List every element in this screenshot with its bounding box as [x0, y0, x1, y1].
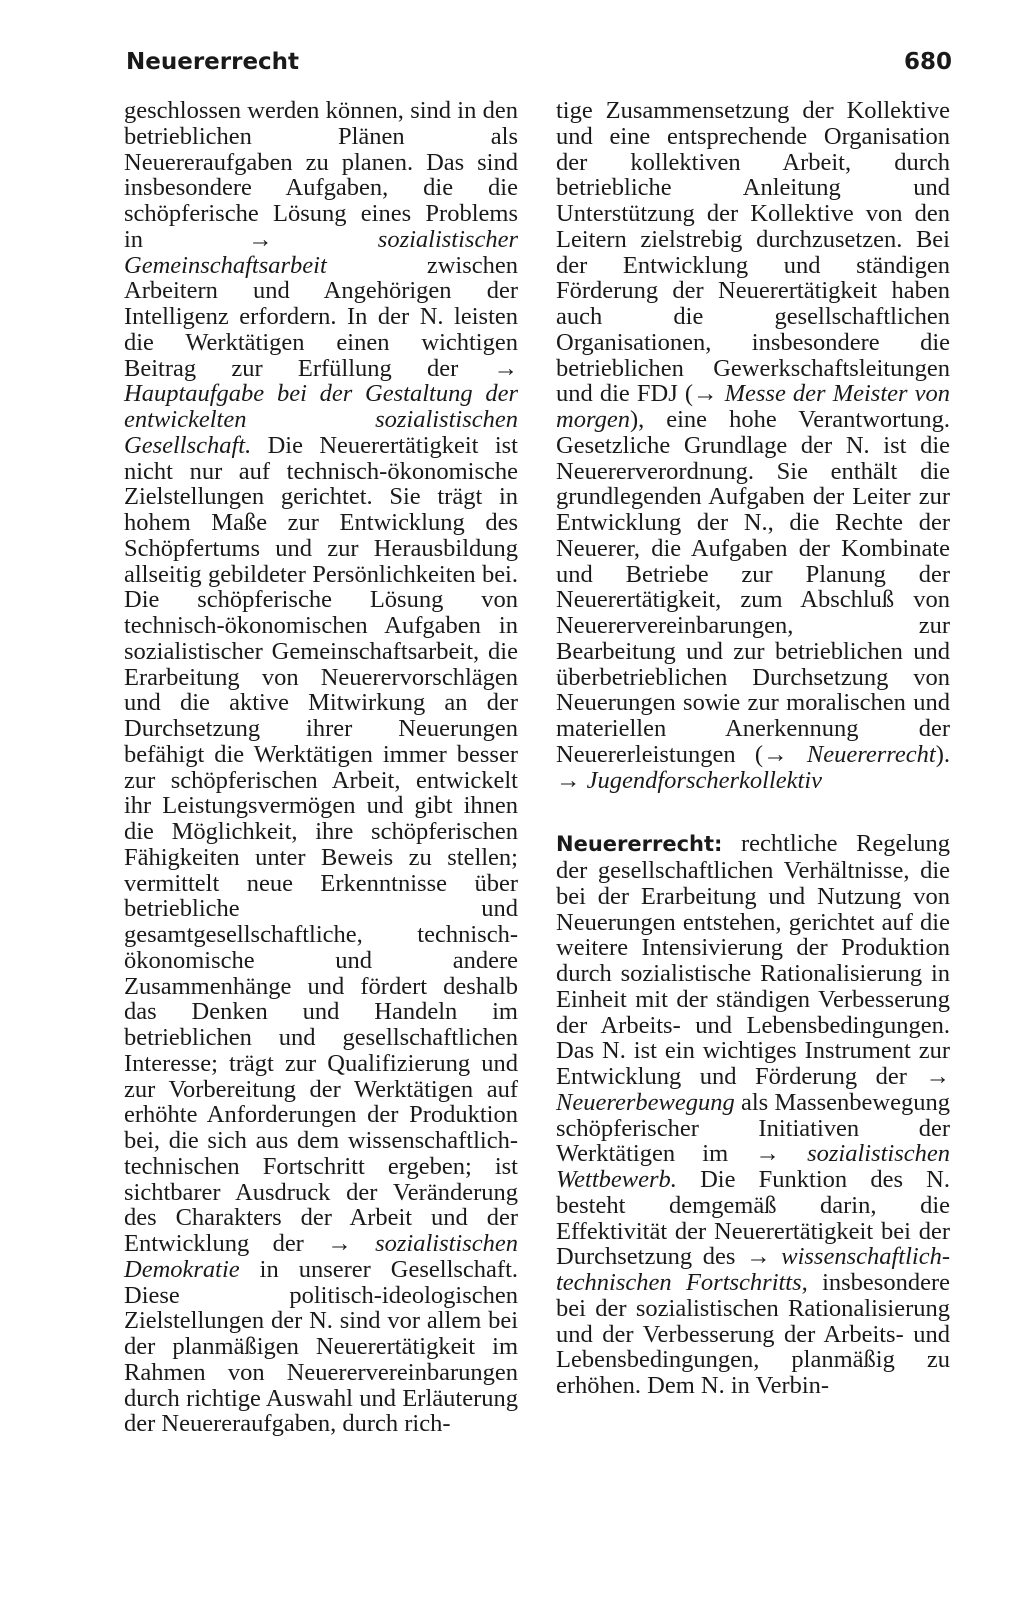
arrow-icon: →	[248, 225, 273, 253]
running-header	[126, 46, 952, 78]
left-column	[124, 98, 518, 1437]
entry-headword: Neuererrecht:	[556, 832, 723, 857]
arrow-icon: →	[763, 740, 788, 768]
cross-reference: sozialistischen Demokratie	[124, 1230, 518, 1283]
cross-reference: Hauptaufgabe bei der Gestaltung der entwickelten sozialistischen Gesellschaft.	[124, 380, 518, 459]
cross-reference: Messe der Meister von morgen	[556, 380, 951, 433]
arrow-icon: →	[755, 1140, 780, 1168]
cross-reference: Neuererbewegung	[556, 1088, 735, 1116]
arrow-icon: →	[693, 380, 718, 408]
right-paragraph	[556, 98, 950, 793]
text-run: in unserer Gesellschaft. Diese politisch-ideologischen Zielstellungen der N. sind vor allem bei der planmäßigen Neuerertätigkeit im Rahmen von Neuerervereinbarungen durch richtige Auswahl und Erläuterung der Neuereraufgaben, durch rich-	[124, 1255, 518, 1438]
cross-reference: sozialistischen Wettbewerb.	[556, 1140, 950, 1193]
arrow-icon: →	[556, 766, 581, 794]
text-run: als Massenbewegung schöpferischer Initiativen der Werktätigen im	[556, 1088, 950, 1168]
arrow-icon: →	[327, 1230, 352, 1257]
left-paragraph	[124, 98, 518, 1437]
cross-reference: wissenschaftlich-technischen Fortschritts,	[556, 1243, 950, 1296]
text-run: tige Zusammensetzung der Kollektive und eine entsprechende Organisation der kollektiven Arbeit, durch betriebliche Anleitung und Unterstützung der Kollektive von den Leitern zielstrebig durchzusetzen. Bei der Entwicklung und ständigen Förderung der Neuerertätigkeit haben auch die gesellschaftlichen Organisationen, insbesondere die betrieblichen Gewerkschaftsleitungen und die FDJ (	[556, 97, 950, 408]
cross-reference: sozialistischer Gemeinschaftsarbeit	[124, 225, 518, 279]
page-number: 680	[903, 49, 952, 75]
cross-reference: Jugendforscherkollektiv	[586, 766, 823, 794]
text-run: Die Funktion des N. besteht demgemäß darin, die Effektivität der Neuerertätigkeit bei der Durchsetzung des	[556, 1166, 950, 1271]
text-run: geschlossen werden können, sind in den betrieblichen Plänen als Neuereraufgaben zu planen. Das sind insbesondere Aufgaben, die die schöpferische Lösung eines Problems in	[124, 97, 518, 253]
running-title: Neuererrecht	[126, 49, 300, 75]
text-run: ), eine hohe Verantwortung. Gesetzliche Grundlage der N. ist die Neuererverordnung. Sie enthält die grundlegenden Aufgaben der Leiter zur Entwicklung der N., die Rechte der Neuerer, die Aufgaben der Kombinate und Betriebe zur Planung der Neuerertätigkeit, zum Abschluß von Neuerervereinbarungen, zur Bearbeitung und zur betrieblichen und überbetrieblichen Durchsetzung von Neuerungen sowie zur moralischen und materiellen Anerkennung der Neuererleistungen (	[556, 406, 950, 768]
arrow-icon: →	[746, 1243, 771, 1271]
text-run: rechtliche Regelung der gesellschaftlichen Verhältnisse, die bei der Erarbeitung und Nutzung von Neuerungen entstehen, gerichtet auf die weitere Intensivierung der Produktion durch sozialistische Rationalisierung in Einheit mit der ständigen Verbesserung der Arbeits- und Lebensbedingungen. Das N. ist ein wichtiges Instrument zur Entwicklung und Förderung der	[556, 830, 950, 1090]
right-column	[556, 98, 950, 1399]
text-run: insbesondere bei der sozialistischen Rationalisierung und der Verbesserung der Arbeits- und Lebensbedingungen, planmäßig zu erhöhen. Dem N. in Verbin-	[556, 1269, 950, 1399]
arrow-icon: →	[493, 354, 518, 382]
cross-reference: Neuererrecht	[806, 740, 936, 768]
dictionary-entry	[556, 831, 950, 1399]
text-run: zwischen Arbeitern und Angehörigen der Intelligenz erfordern. In der N. leisten die Werktätigen einen wichtigen Beitrag zur Erfüllung der	[124, 251, 518, 382]
text-run: Die Neuerertätigkeit ist nicht nur auf technisch-ökonomische Zielstellungen gerichtet. Sie trägt in hohem Maße zur Entwicklung des Schöpfertums und zur Herausbildung allseitig gebildeter Persönlichkeiten bei. Die schöpferische Lösung von technisch-ökonomischen Aufgaben in sozialistischer Gemeinschaftsarbeit, die Erarbeitung von Neuerervorschlägen und die aktive Mitwirkung an der Durchsetzung ihrer Neuerungen befähigt die Werktätigen immer besser zur schöpferischen Arbeit, entwickelt ihr Leistungsvermögen und gibt ihnen die Möglichkeit, ihre schöpferischen Fähigkeiten unter Beweis zu stellen; vermittelt neue Erkenntnisse über betriebliche und gesamtgesellschaftliche, technisch-ökonomische und andere Zusammenhänge und fördert deshalb das Denken und Handeln im betrieblichen und gesellschaftlichen Interesse; trägt zur Qualifizierung und zur Vorbereitung der Werktätigen auf erhöhte Anforderungen der Produktion bei, die sich aus dem wissenschaftlich-technischen Fortschritt ergeben; ist sichtbarer Ausdruck der Veränderung des Charakters der Arbeit und der Entwicklung der	[124, 431, 518, 1257]
arrow-icon: →	[925, 1063, 950, 1090]
text-run: ).	[935, 740, 951, 768]
